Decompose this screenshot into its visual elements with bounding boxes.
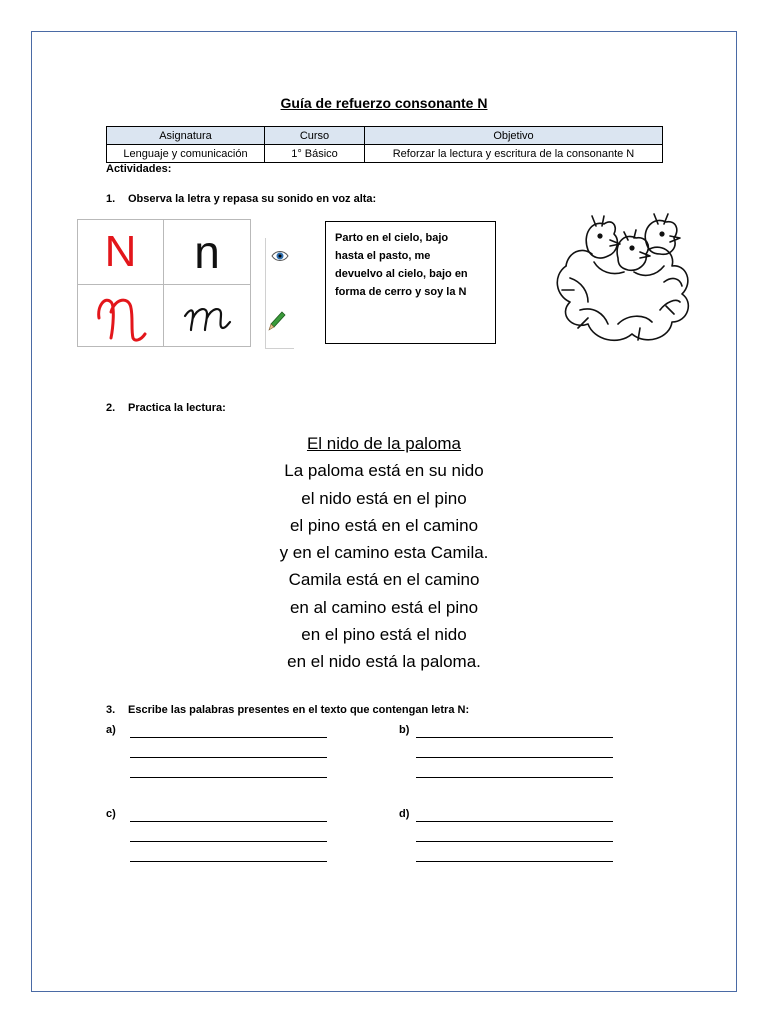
answer-letter-d: d)	[399, 808, 410, 820]
section1-text: Observa la letra y repasa su sonido en voz alta:	[128, 193, 377, 205]
riddle-line: Parto en el cielo, bajo	[335, 232, 449, 244]
answer-line-d3[interactable]	[416, 861, 613, 862]
answer-line-b2[interactable]	[416, 757, 613, 758]
poem-line: Camila está en el camino	[288, 570, 480, 590]
poem-line: y en el camino esta Camila.	[279, 543, 489, 563]
answer-line-a3[interactable]	[130, 777, 327, 778]
info-table-header	[107, 127, 663, 145]
letter-uppercase-cursive	[78, 285, 163, 347]
header-asignatura: Asignatura	[107, 127, 265, 145]
activities-label: Actividades:	[106, 163, 172, 175]
riddle-line: hasta el pasto, me	[335, 250, 431, 262]
letter-lowercase-cursive	[164, 285, 250, 347]
section2-number: 2.	[106, 402, 116, 414]
letter-grid	[77, 219, 251, 347]
section3-label	[106, 704, 469, 716]
answer-line-c3[interactable]	[130, 861, 327, 862]
letter-lowercase-print: n	[194, 226, 220, 278]
header-objetivo: Objetivo	[365, 127, 663, 145]
section2-label	[106, 402, 226, 414]
header-curso: Curso	[265, 127, 365, 145]
answer-line-c2[interactable]	[130, 841, 327, 842]
reading-poem	[0, 430, 768, 676]
poem-line: en el nido está la paloma.	[287, 652, 481, 672]
answer-line-b1[interactable]	[416, 737, 613, 738]
answer-letter-c: c)	[106, 808, 116, 820]
poem-line: el nido está en el pino	[301, 488, 467, 508]
cell-objetivo: Reforzar la lectura y escritura de la consonante N	[365, 145, 663, 163]
section3-number: 3.	[106, 704, 116, 716]
info-table-row	[107, 145, 663, 163]
letter-uppercase-print: N	[104, 227, 137, 276]
bird-nest-illustration	[548, 206, 696, 352]
poem-title: El nido de la paloma	[306, 434, 462, 453]
poem-line: en al camino está el pino	[289, 597, 479, 617]
cell-curso: 1° Básico	[265, 145, 365, 163]
answer-line-a2[interactable]	[130, 757, 327, 758]
section2-text: Practica la lectura:	[128, 402, 226, 414]
info-table	[106, 126, 663, 163]
poem-line: La paloma está en su nido	[284, 461, 484, 481]
eye-icon	[270, 246, 290, 266]
section1-number: 1.	[106, 193, 116, 205]
poem-line: el pino está en el camino	[289, 515, 479, 535]
answer-line-d2[interactable]	[416, 841, 613, 842]
section1-label	[106, 193, 376, 205]
answer-letter-a: a)	[106, 724, 116, 736]
cell-asignatura: Lenguaje y comunicación	[107, 145, 265, 163]
riddle-line: forma de cerro y soy la N	[335, 286, 467, 298]
answer-line-b3[interactable]	[416, 777, 613, 778]
pencil-icon	[268, 310, 286, 332]
answer-letter-b: b)	[399, 724, 410, 736]
riddle-line: devuelvo al cielo, bajo en	[335, 268, 468, 280]
document-title: Guía de refuerzo consonante N	[280, 95, 488, 111]
answer-line-a1[interactable]	[130, 737, 327, 738]
riddle-box	[325, 221, 496, 344]
section3-text: Escribe las palabras presentes en el texto que contengan letra N:	[128, 704, 470, 716]
poem-line: en el pino está el nido	[301, 625, 467, 645]
answer-line-d1[interactable]	[416, 821, 613, 822]
answer-line-c1[interactable]	[130, 821, 327, 822]
